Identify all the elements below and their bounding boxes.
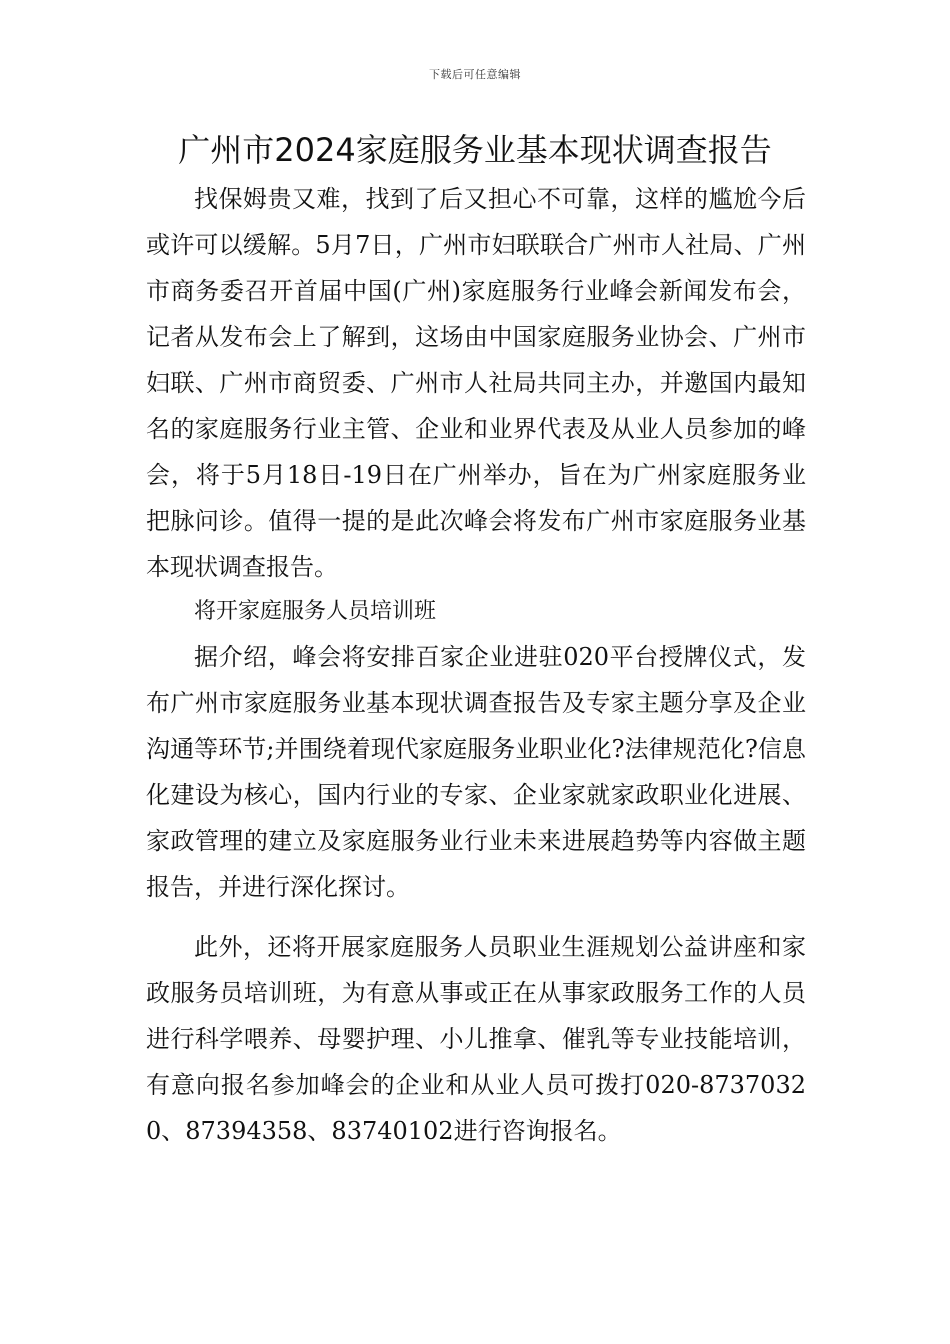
section-heading-training: 将开家庭服务人员培训班 xyxy=(194,599,437,624)
paragraph-summit-agenda: 据介绍，峰会将安排百家企业进驻020平台授牌仪式，发布广州市家庭服务业基本现状调查报告及专家主题分享及企业沟通等环节;并围绕着现代家庭服务业职业化?法律规范化?信息化建设为核心，国内行业的专家、企业家就家政职业化进展、家政管理的建立及家庭服务业行业未来进展趋势等内容做主题报告，并进行深化探讨。 xyxy=(146,643,806,901)
paragraph-training-info: 此外，还将开展家庭服务人员职业生涯规划公益讲座和家政服务员培训班，为有意从事或正在从事家政服务工作的人员进行科学喂养、母婴护理、小儿推拿、催乳等专业技能培训，有意向报名参加峰会的企业和从业人员可拨打020-87370320、87394358、83740102进行咨询报名。 xyxy=(146,933,806,1145)
paragraph-intro: 找保姆贵又难，找到了后又担心不可靠，这样的尴尬今后或许可以缓解。5月7日，广州市妇联联合广州市人社局、广州市商务委召开首届中国(广州)家庭服务行业峰会新闻发布会，记者从发布会上了解到，这场由中国家庭服务业协会、广州市妇联、广州市商贸委、广州市人社局共同主办，并邀国内最知名的家庭服务行业主管、企业和业界代表及从业人员参加的峰会，将于5月18日-19日在广州举办，旨在为广州家庭服务业把脉问诊。值得一提的是此次峰会将发布广州市家庭服务业基本现状调查报告。 xyxy=(146,185,806,581)
header-note: 下载后可任意编辑 xyxy=(429,68,521,81)
document-title: 广州市2024家庭服务业基本现状调查报告 xyxy=(178,131,772,169)
document-body xyxy=(146,176,806,1154)
